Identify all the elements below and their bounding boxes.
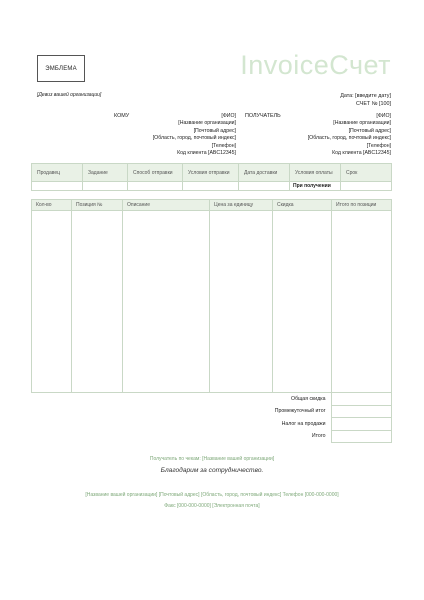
- totals-table: [31, 392, 392, 443]
- subtotal-label: Промежуточный итог: [274, 408, 326, 415]
- grand-total-value[interactable]: [331, 430, 391, 443]
- order-details-table: [31, 163, 392, 191]
- order-details-header: [32, 164, 392, 182]
- cell-unit-price[interactable]: [210, 211, 273, 393]
- table-row: [32, 182, 392, 191]
- cell-delivery-date[interactable]: [239, 182, 290, 191]
- bill-to-city: [Область, город, почтовый индекс]: [152, 135, 236, 142]
- header-item-number: Позиция №: [72, 200, 123, 211]
- subtotal-value[interactable]: [331, 405, 391, 418]
- cell-payment-terms[interactable]: При получении: [290, 182, 341, 191]
- cell-shipping-method[interactable]: [128, 182, 183, 191]
- header-unit-price: Цена за единицу: [210, 200, 273, 211]
- bill-to-company: [Название организации]: [178, 120, 236, 127]
- ship-to-label: ПОЛУЧАТЕЛЬ: [245, 113, 281, 119]
- cell-line-total[interactable]: [332, 211, 392, 393]
- ship-to-phone: [Телефон]: [366, 142, 391, 149]
- invoice-date: Дата: [введите дату]: [340, 93, 391, 99]
- cell-discount[interactable]: [273, 211, 332, 393]
- company-contact-line: Факс [000-000-0000] [Электронная почта]: [164, 503, 260, 509]
- cell-due-date[interactable]: [341, 182, 392, 191]
- header-shipping-method: Способ отправки: [128, 164, 183, 182]
- header-description: Описание: [123, 200, 210, 211]
- header-due-date: Срок: [341, 164, 392, 182]
- ship-to-address: [308, 113, 391, 157]
- cell-job[interactable]: [83, 182, 128, 191]
- bill-to-address: [153, 113, 236, 157]
- table-row: [32, 211, 392, 393]
- header-salesperson: Продавец: [32, 164, 83, 182]
- logo-label: ЭМБЛЕМА: [45, 65, 77, 72]
- ship-to-name: [ФИО]: [376, 113, 391, 119]
- ship-to-customer-id: Код клиента [ABC12345]: [332, 150, 391, 157]
- invoice-number: СЧЕТ № [100]: [356, 101, 391, 107]
- sales-tax-label: Налог на продажи: [281, 420, 326, 427]
- subtotal-row: [31, 405, 391, 418]
- bill-to-street: [Почтовый адрес]: [193, 127, 236, 134]
- logo-placeholder: [37, 55, 85, 82]
- ship-to-company: [Название организации]: [333, 120, 391, 127]
- company-slogan: [Девиз вашей организации]: [37, 92, 102, 98]
- invoice-meta: [340, 92, 391, 108]
- bill-to-label: КОМУ: [114, 113, 130, 119]
- header-delivery-date: Дата доставки: [239, 164, 290, 182]
- cell-description[interactable]: [123, 211, 210, 393]
- grand-total-row: [31, 430, 391, 443]
- total-discount-label: Общая скидка: [291, 395, 326, 402]
- sales-tax-value[interactable]: [331, 418, 391, 431]
- ship-to-city: [Область, город, почтовый индекс]: [307, 135, 391, 142]
- checks-payable-note: Получатель по чекам: [Название вашей организации]: [149, 456, 275, 462]
- bill-to-phone: [Телефон]: [211, 142, 236, 149]
- cell-salesperson[interactable]: [32, 182, 83, 191]
- bill-to-name: [ФИО]: [221, 113, 236, 119]
- cell-qty[interactable]: [32, 211, 72, 393]
- sales-tax-row: [31, 418, 391, 431]
- thank-you-note: Благодарим за сотрудничество.: [160, 467, 264, 474]
- grand-total-label: Итого: [311, 433, 326, 440]
- company-address-line: [Название вашей организации] [Почтовый адрес] [Область, город, почтовый индекс] Телефон [000-000-0000]: [85, 492, 339, 498]
- header-shipping-terms: Условия отправки: [183, 164, 239, 182]
- bill-to-customer-id: Код клиента [ABC12345]: [177, 150, 236, 157]
- header-payment-terms: Условия оплаты: [290, 164, 341, 182]
- header-discount: Скидка: [273, 200, 332, 211]
- document-title: InvoiceСчет: [240, 50, 391, 80]
- cell-shipping-terms[interactable]: [183, 182, 239, 191]
- line-items-header: [32, 200, 392, 211]
- total-discount-row: [31, 393, 391, 406]
- header-job: Задание: [83, 164, 128, 182]
- line-items-table: [31, 199, 392, 393]
- header-line-total: Итого по позиции: [332, 200, 392, 211]
- header-qty: Кол-во: [32, 200, 72, 211]
- total-discount-value[interactable]: [331, 393, 391, 406]
- ship-to-street: [Почтовый адрес]: [348, 127, 391, 134]
- cell-item-number[interactable]: [72, 211, 123, 393]
